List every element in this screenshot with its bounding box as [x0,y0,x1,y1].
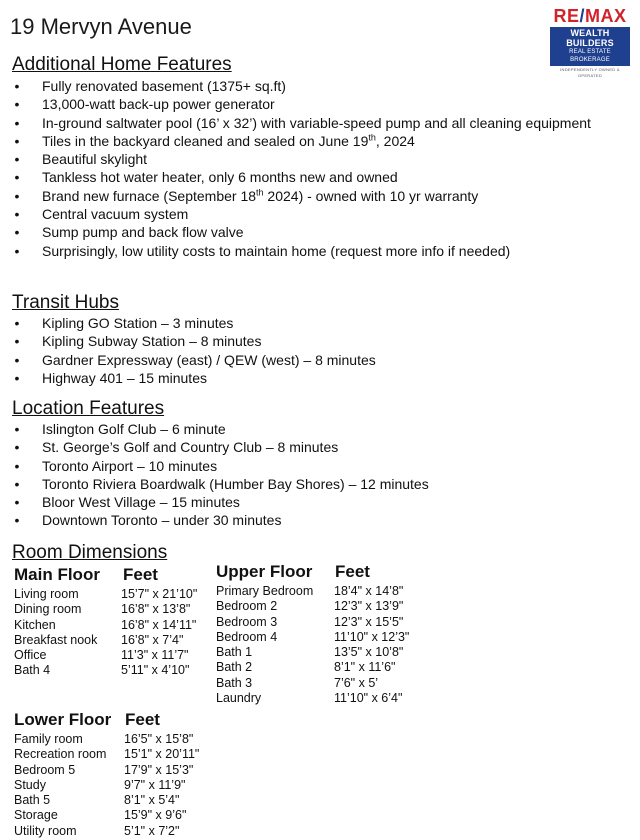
transit-list [12,314,376,387]
list-item: • Toronto Airport – 10 minutes [14,457,218,474]
table-row: Bath 2 8’1" x 11’6" [216,660,396,675]
main-floor-label: Main Floor [14,565,100,584]
list-item: • Bloor West Village – 15 minutes [14,494,240,511]
table-row: Kitchen 16’8" x 14’11" [14,617,197,632]
table-row: Bath 3 7’6" x 5’ [216,675,379,690]
list-item: • Kipling Subway Station – 8 minutes [14,333,262,350]
list-item: • Kipling GO Station – 3 minutes [14,315,234,331]
list-item: • Downtown Toronto – under 30 minutes [14,512,282,529]
features-list [12,77,591,260]
list-item: • Gardner Expressway (east) / QEW (west) – 8 minutes [14,351,376,368]
upper-floor-unit: Feet [335,562,370,581]
logo-brand: RE/MAX [553,6,627,26]
lower-floor-unit: Feet [125,710,160,729]
table-row: Laundry 11’10" x 6’4" [216,691,403,706]
main-floor-table [14,587,204,679]
upper-floor-label: Upper Floor [216,562,313,581]
list-item: • Brand new furnace (September 18th 2024) - owned with 10 yr warranty [14,187,479,204]
main-floor-unit: Feet [123,565,158,584]
rooms-heading: Room Dimensions [12,542,168,563]
list-item: • Central vacuum system [14,206,189,223]
table-row: Bedroom 4 11’10" x 12’3" [216,629,410,644]
location-heading: Location Features [12,398,165,419]
table-row: Bedroom 5 17’9" x 15’3" [14,762,194,777]
features-heading: Additional Home Features [12,54,232,75]
table-row: Study 9’7" x 11’9" [14,777,186,792]
location-list [12,420,429,530]
upper-floor-table [216,584,416,706]
lower-floor-table [14,732,214,839]
list-item: • Highway 401 – 15 minutes [14,369,207,386]
table-row: Living room 15’7" x 21’10" [14,587,198,601]
table-row: Recreation room 15’1" x 20’11" [14,747,200,762]
list-item: • Islington Golf Club – 6 minute [14,421,226,437]
table-row: Utility room 5’1" x 7’2" [14,823,180,838]
logo-line1: WEALTH BUILDERS [566,28,614,48]
table-row: Office 11’3" x 11’7" [14,648,189,663]
list-item: • 13,000-watt back-up power generator [14,96,275,113]
list-item: • Fully renovated basement (1375+ sq.ft) [14,78,286,94]
table-row: Bedroom 2 12’3" x 13’9" [216,599,404,614]
table-row: Bedroom 3 12’3" x 15’5" [216,614,404,629]
logo-line2: REAL ESTATE BROKERAGE [569,49,611,63]
list-item: • Toronto Riviera Boardwalk (Humber Bay Shores) – 12 minutes [14,475,429,492]
table-row: Storage 15’9" x 9’6" [14,808,187,823]
page-title: 19 Mervyn Avenue [10,14,192,39]
list-item: • Tankless hot water heater, only 6 months new and owned [14,169,398,186]
list-item: • St. George’s Golf and Country Club – 8 minutes [14,439,339,456]
table-row: Primary Bedroom 18’4" x 14’8" [216,584,404,598]
transit-heading: Transit Hubs [12,292,119,313]
list-item: • Sump pump and back flow valve [14,224,244,241]
table-row: Dining room 16’8" x 13’8" [14,602,191,617]
list-item: • Beautiful skylight [14,151,148,168]
logo-banner [550,27,630,66]
table-row: Bath 1 13’5" x 10’8" [216,645,404,660]
lower-floor-label: Lower Floor [14,710,112,729]
table-row: Family room 16’5" x 15’8" [14,732,194,746]
table-row: Bath 4 5’11" x 4’10" [14,663,190,678]
list-item: • In-ground saltwater pool (16’ x 32’) with variable-speed pump and all cleaning equipment [14,114,591,131]
table-row: Breakfast nook 16’8" x 7’4" [14,632,184,647]
list-item: • Surprisingly, low utility costs to maintain home (request more info if needed) [14,242,511,259]
table-row: Bath 5 8’1" x 5’4" [14,793,180,808]
logo-tagline: INDEPENDENTLY OWNED & OPERATED [560,67,620,78]
remax-logo [550,6,630,78]
list-item: • Tiles in the backyard cleaned and sealed on June 19th, 2024 [14,132,415,149]
